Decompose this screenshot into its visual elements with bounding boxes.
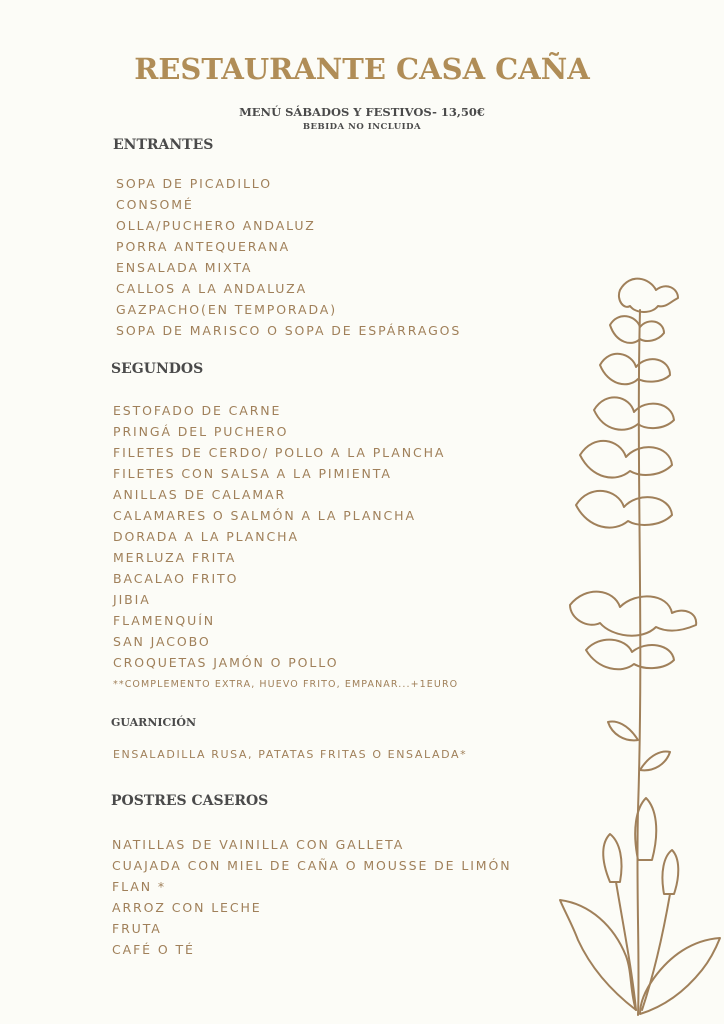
- list-item: CUAJADA CON MIEL DE CAÑA O MOUSSE DE LIMÓN: [112, 858, 512, 873]
- drinks-note: BEBIDA NO INCLUIDA: [302, 122, 422, 132]
- list-item: ESTOFADO DE CARNE: [113, 403, 282, 418]
- heading-segundos: SEGUNDOS: [111, 361, 204, 377]
- list-item: SAN JACOBO: [113, 634, 211, 649]
- list-item: ARROZ CON LECHE: [112, 900, 262, 915]
- list-item: CALAMARES O SALMÓN A LA PLANCHA: [113, 508, 416, 523]
- list-item: CAFÉ O TÉ: [112, 942, 195, 957]
- list-item: CROQUETAS JAMÓN O POLLO: [113, 655, 339, 670]
- list-item: DORADA A LA PLANCHA: [113, 529, 299, 544]
- list-item: ENSALADA MIXTA: [116, 260, 253, 275]
- list-item: FRUTA: [112, 921, 162, 936]
- list-entrantes: [116, 173, 461, 341]
- restaurant-title: RESTAURANTE CASA CAÑA: [134, 52, 590, 86]
- list-item: MERLUZA FRITA: [113, 550, 237, 565]
- list-item: PRINGÁ DEL PUCHERO: [113, 424, 289, 439]
- heading-postres: POSTRES CASEROS: [111, 793, 269, 809]
- list-item: OLLA/PUCHERO ANDALUZ: [116, 218, 316, 233]
- list-item: CALLOS A LA ANDALUZA: [116, 281, 308, 296]
- list-item: BACALAO FRITO: [113, 571, 239, 586]
- list-item: SOPA DE MARISCO O SOPA DE ESPÁRRAGOS: [116, 323, 462, 338]
- heading-entrantes: ENTRANTES: [113, 137, 214, 153]
- list-item: FLAMENQUÍN: [113, 613, 216, 628]
- list-item: PORRA ANTEQUERANA: [116, 239, 291, 254]
- list-item: SOPA DE PICADILLO: [116, 176, 272, 191]
- list-item: FILETES CON SALSA A LA PIMIENTA: [113, 466, 392, 481]
- extra-note: **COMPLEMENTO EXTRA, HUEVO FRITO, EMPANAR...+1EURO: [113, 679, 459, 690]
- list-item: ANILLAS DE CALAMAR: [113, 487, 287, 502]
- list-item: NATILLAS DE VAINILLA CON GALLETA: [112, 837, 405, 852]
- list-segundos: [113, 400, 445, 673]
- list-item: FLAN *: [112, 879, 166, 894]
- list-postres: [112, 834, 511, 960]
- lavender-flower-icon: [540, 270, 724, 1020]
- list-item: GAZPACHO(EN TEMPORADA): [116, 302, 337, 317]
- list-item: JIBIA: [113, 592, 151, 607]
- list-item: FILETES DE CERDO/ POLLO A LA PLANCHA: [113, 445, 446, 460]
- heading-guarnicion: GUARNICIÓN: [111, 716, 197, 729]
- guarnicion-text: ENSALADILLA RUSA, PATATAS FRITAS O ENSALADA*: [113, 748, 468, 761]
- menu-subtitle: MENÚ SÁBADOS Y FESTIVOS- 13,50€: [239, 105, 485, 119]
- list-item: CONSOMÉ: [116, 197, 194, 212]
